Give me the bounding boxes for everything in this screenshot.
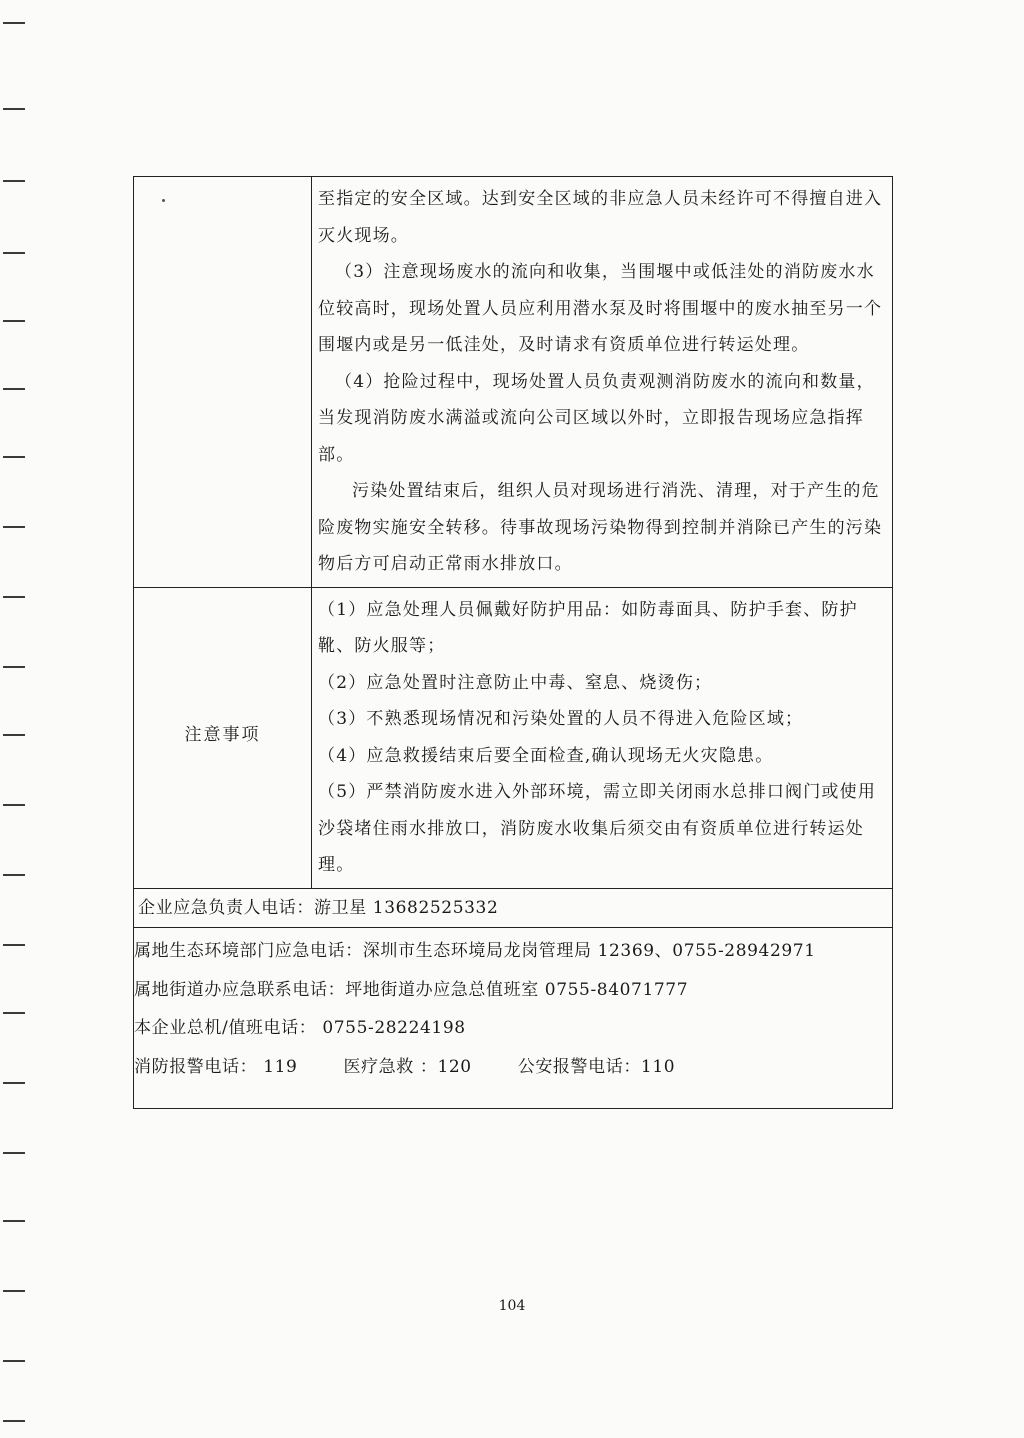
disposal-content-cell (312, 177, 892, 587)
paragraph-post-disposal: 污染处置结束后，组织人员对现场进行消洗、清理，对于产生的危险废物实施安全转移。待事故现场污染物得到控制并消除已产生的污染物后方可启动正常雨水排放口。 (318, 481, 883, 574)
medical-phone: 医疗急救 ：120 (343, 1056, 472, 1077)
page-number: 104 (498, 1298, 526, 1314)
precaution-item: （4）应急救援结束后要全面检查,确认现场无火灾隐患。 (318, 745, 774, 766)
responsible-phone: 企业应急负责人电话：游卫星 13682525332 (138, 897, 499, 918)
precaution-item: （1）应急处理人员佩戴好防护用品：如防毒面具、防护手套、防护靴、防火服等； (318, 599, 858, 656)
responsible-contact-row (134, 889, 892, 929)
paragraph-wastewater-collection: （3）注意现场废水的流向和收集，当围堰中或低洼处的消防废水水位较高时，现场处置人员应利用潜水泵及时将围堰中的废水抽至另一个围堰内或是另一低洼处，及时请求有资质单位进行转运处理。 (318, 262, 883, 355)
precautions-row (134, 588, 892, 889)
public-emergency-numbers (134, 1048, 892, 1087)
police-phone: 公安报警电话：110 (517, 1056, 676, 1077)
disposal-label-cell (134, 177, 312, 587)
paragraph-rescue-monitoring: （4）抢险过程中，现场处置人员负责观测消防废水的流向和数量，当发现消防废水满溢或流向公司区域以外时，立即报告现场应急指挥部。 (318, 371, 875, 465)
street-office-phone: 属地街道办应急联系电话：坪地街道办应急总值班室 0755-84071777 (134, 979, 689, 1000)
precaution-item: （3）不熟悉现场情况和污染处置的人员不得进入危险区域； (318, 709, 804, 729)
fire-phone: 消防报警电话： 119 (134, 1056, 298, 1077)
eco-dept-phone: 属地生态环境部门应急电话：深圳市生态环境局龙岗管理局 12369、0755-28942971 (134, 941, 816, 961)
precautions-label: 注意事项 (184, 724, 261, 745)
precaution-item: （2）应急处置时注意防止中毒、窒息、烧烫伤； (318, 672, 713, 693)
emergency-procedure-table (133, 176, 893, 1109)
switchboard-phone: 本企业总机/值班电话： 0755-28224198 (134, 1018, 466, 1038)
paragraph-evacuation: 至指定的安全区域。达到安全区域的非应急人员未经许可不得擅自进入灭火现场。 (318, 189, 883, 246)
precaution-item: （5）严禁消防废水进入外部环境，需立即关闭雨水总排口阀门或使用沙袋堵住雨水排放口，消防废水收集后须交由有资质单位进行转运处理。 (318, 782, 877, 875)
precautions-content-cell (312, 588, 892, 888)
precautions-label-cell (134, 588, 312, 888)
disposal-measures-row (134, 177, 892, 588)
emergency-contacts-row (134, 928, 892, 1108)
